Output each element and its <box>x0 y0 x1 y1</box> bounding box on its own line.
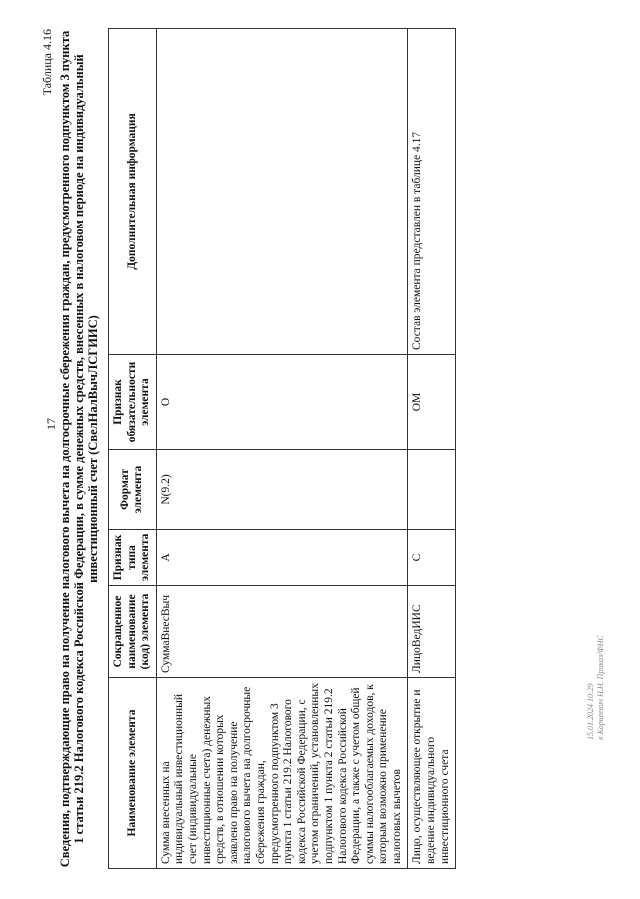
header-info: Дополнительная информация <box>109 29 157 355</box>
header-format: Формат элемента <box>109 450 157 530</box>
cell-type: С <box>408 530 456 586</box>
cell-info <box>156 29 408 355</box>
cell-required: ОМ <box>408 355 456 450</box>
cell-name: Сумма внесенных на индивидуальный инвестиционный счет (индивидуальные инвестиционные счета) денежных средств, в отношении которых заявлено право на получение налогового вычета на долгосрочные сбережения граждан, предусмотренного подпунктом 3 пункта 1 статьи 219.2 Налогового кодекса Российской Федерации, с учетом ограничений, установленных подпунктом 1 пункта 2 статьи 219.2 Налогового кодекса Российской Федерации, а также с учетом общей суммы налогооблагаемых доходов, к которым возможно применение налоговых вычетов <box>156 678 408 869</box>
header-type: Признак типа элемента <box>109 530 157 586</box>
signature-stamp <box>586 635 606 740</box>
cell-type: А <box>156 530 408 586</box>
cell-format <box>408 450 456 530</box>
cell-required: О <box>156 355 408 450</box>
table-row <box>408 29 456 869</box>
cell-name: Лицо, осуществляющее открытие и ведение индивидуального инвестиционного счета <box>408 678 456 869</box>
header-row <box>109 29 157 869</box>
table-row <box>156 29 408 869</box>
header-name: Наименование элемента <box>109 678 157 869</box>
elements-table <box>108 28 456 869</box>
table-reference: Таблица 4.16 <box>40 29 54 96</box>
rotated-content <box>30 29 615 869</box>
page-number: 17 <box>44 418 58 430</box>
header-code: Сокращенное наименование (код) элемента <box>109 586 157 678</box>
stamp-line-signer: к Корнеевич Н.Н. Приказ/ФНС <box>596 635 605 740</box>
cell-code: ЛицоВедИИС <box>408 586 456 678</box>
cell-code: СуммаВнесВыч <box>156 586 408 678</box>
cell-format: N(9.2) <box>156 450 408 530</box>
stamp-line-date: 15.01.2024 10:29 <box>586 683 595 740</box>
cell-info: Состав элемента представлен в таблице 4.17 <box>408 29 456 355</box>
table-title: Сведения, подтверждающие право на получение налогового вычета на долгосрочные сбережения граждан, предусмотренного подпунктом 3 пункта 1 статьи 219.2 Налогового кодекса Российской Федерации, в сумме денежных средств, внесенных в налоговом периоде на индивидуальный инвестиционный счет (СвелНалВычЛСГИИС) <box>58 30 100 868</box>
header-required: Признак обязательности элемента <box>109 355 157 450</box>
